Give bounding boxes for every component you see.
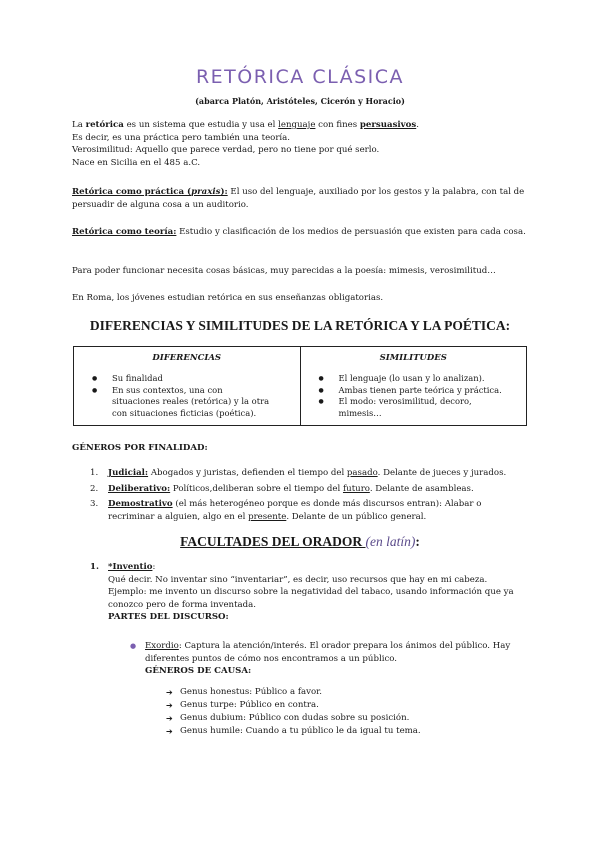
table-cell-similitudes <box>300 347 527 426</box>
arrow-right-icon: ➔ <box>166 714 173 723</box>
exordio-block <box>145 640 530 678</box>
generos-causa-heading: GÉNEROS DE CAUSA: <box>145 666 252 676</box>
page-title: RETÓRICA CLÁSICA <box>195 66 405 88</box>
list-item: ➔ Genus dubium: Público con dudas sobre su posición. <box>166 713 410 723</box>
table-cell-diferencias <box>74 347 301 426</box>
list-item: ➔ Genus honestus: Público a favor. <box>166 687 323 697</box>
exordio-bullet: ● <box>130 642 137 650</box>
arrow-right-icon: ➔ <box>166 688 173 697</box>
roma-paragraph: En Roma, los jóvenes estudian retórica en sus enseñanzas obligatorias. <box>72 293 384 303</box>
table-header-similitudes: SIMILITUDES <box>379 353 447 363</box>
intro-line-1: La retórica es un sistema que estudia y usa el lenguaje con fines persuasivos. <box>72 120 419 130</box>
list-item: ● El lenguaje (lo usan y lo analizan). <box>319 373 527 385</box>
inventio-line-1: Qué decir. No inventar sino “inventariar”, es decir, uso recursos que hay en mi cabeza. <box>108 574 488 585</box>
arrow-right-icon: ➔ <box>166 701 173 710</box>
arrow-right-icon: ➔ <box>166 727 173 736</box>
page-subtitle: (abarca Platón, Aristóteles, Cicerón y Horacio) <box>195 96 405 106</box>
list-item: ● En sus contextos, una con situaciones reales (retórica) y la otra con situaciones ficticias (poética). <box>92 385 300 420</box>
funcionar-paragraph: Para poder funcionar necesita cosas básicas, muy parecidas a la poesía: mimesis, verosimilitud… <box>72 266 496 276</box>
generos-causa-list <box>166 686 421 738</box>
intro-paragraph <box>72 119 532 169</box>
list-item: 1. Judicial: Abogados y juristas, defienden el tiempo del pasado. Delante de jueces y jurados. <box>90 468 507 478</box>
heading-facultades: FACULTADES DEL ORADOR (en latín): <box>180 534 420 549</box>
inventio-block <box>108 561 528 624</box>
heading-diferencias: DIFERENCIAS Y SIMILITUDES DE LA RETÓRICA Y LA POÉTICA: <box>89 318 511 333</box>
heading-generos-finalidad: GÉNEROS POR FINALIDAD: <box>72 443 208 453</box>
diferencias-list <box>74 373 300 419</box>
list-item: ➔ Genus turpe: Público en contra. <box>166 700 319 710</box>
partes-heading: PARTES DEL DISCURSO: <box>108 612 229 622</box>
list-item: ● El modo: verosimilitud, decoro, mimesis… <box>319 396 527 419</box>
generos-finalidad-list <box>90 467 530 523</box>
comparison-table <box>73 346 527 426</box>
inventio-line-2: Ejemplo: me invento un discurso sobre la negatividad del tabaco, usando información que ya conozco pero de forma inventada. <box>108 587 514 610</box>
table-header-diferencias: DIFERENCIAS <box>152 353 222 363</box>
list-item: 2. Deliberativo: Políticos,deliberan sobre el tiempo del futuro. Delante de asambleas. <box>90 483 474 494</box>
list-item: ● Ambas tienen parte teórica y práctica. <box>319 385 527 397</box>
inventio-heading: *Inventio: <box>108 562 156 572</box>
inventio-number: 1. <box>90 562 99 572</box>
list-item: ● Su finalidad <box>92 373 300 385</box>
intro-line-3: Verosimilitud: Aquello que parece verdad, pero no tiene por qué serlo. <box>72 145 380 155</box>
similitudes-list <box>301 373 527 419</box>
list-item: ➔ Genus humile: Cuando a tu público le da igual tu tema. <box>166 726 421 736</box>
teoria-paragraph: Retórica como teoría: Estudio y clasificación de los medios de persuasión que existen para cada cosa. <box>72 227 526 237</box>
intro-line-2: Es decir, es una práctica pero también una teoría. <box>72 132 291 143</box>
practica-paragraph: Retórica como práctica (praxis): El uso del lenguaje, auxiliado por los gestos y la palabra, con tal de persuadir de alguna cosa a un auditorio. <box>72 187 525 210</box>
intro-line-4: Nace en Sicilia en el 485 a.C. <box>72 157 201 168</box>
exordio-text: Exordio: Captura la atención/interés. El orador prepara los ánimos del público. Hay diferentes puntos de cómo nos encontramos a un público. <box>145 641 511 664</box>
list-item: 3. Demostrativo (el más heterogéneo porque es donde más discursos entran): Alabar o recriminar a alguien, algo en el presente. Delante de un público general. <box>90 499 482 522</box>
